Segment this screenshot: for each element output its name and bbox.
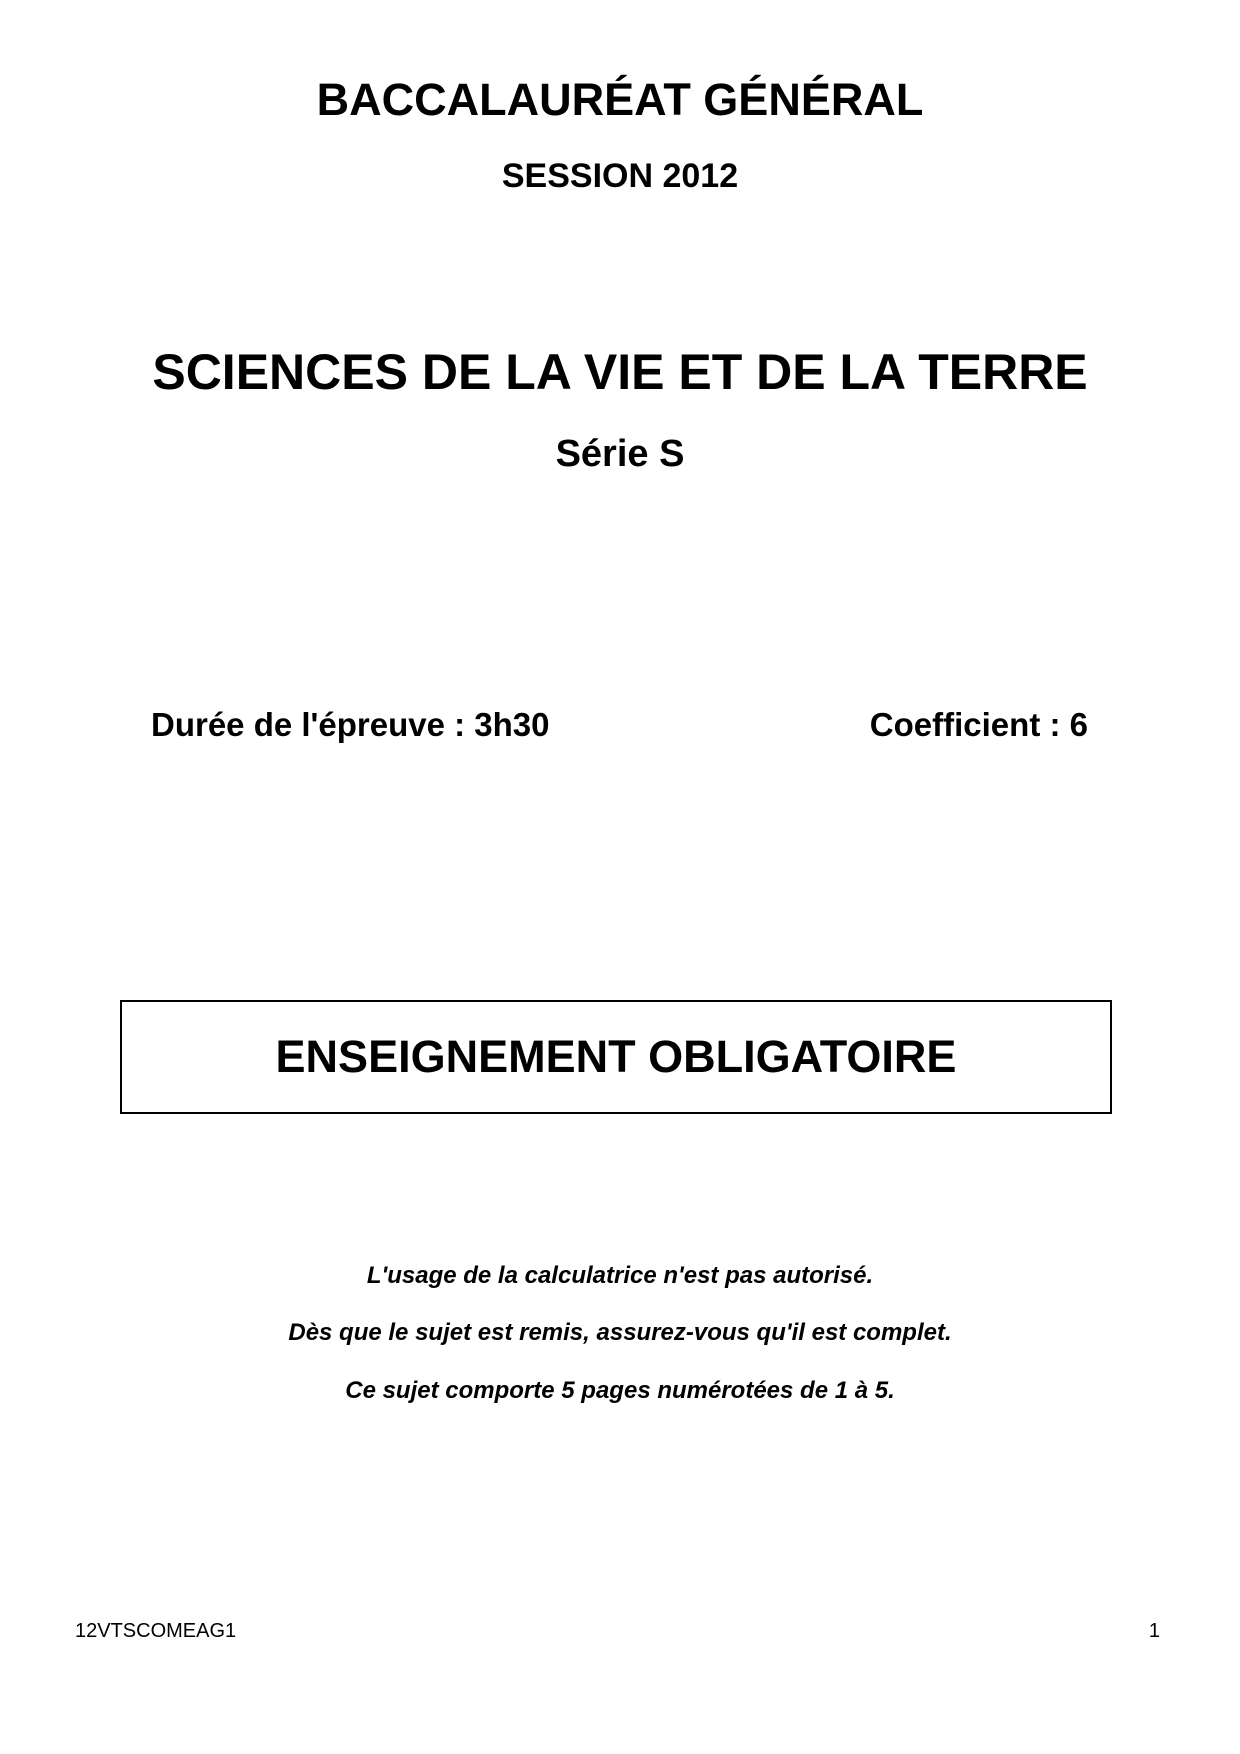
subject-title: SCIENCES DE LA VIE ET DE LA TERRE bbox=[152, 344, 1088, 400]
instruction-calculator: L'usage de la calculatrice n'est pas autorisé. bbox=[366, 1262, 874, 1289]
instruction-completeness: Dès que le sujet est remis, assurez-vous qu'il est complet. bbox=[288, 1319, 952, 1346]
session-label: SESSION 2012 bbox=[501, 157, 739, 195]
track-label: ENSEIGNEMENT OBLIGATOIRE bbox=[275, 1031, 957, 1082]
instruction-page-count: Ce sujet comporte 5 pages numérotées de 1 à 5. bbox=[345, 1377, 895, 1404]
footer-code: 12VTSCOMEAG1 bbox=[75, 1620, 237, 1642]
coefficient-label: Coefficient : 6 bbox=[869, 706, 1088, 743]
duration-label: Durée de l'épreuve : 3h30 bbox=[151, 706, 550, 743]
footer-page-number: 1 bbox=[1148, 1620, 1160, 1642]
series-label: Série S bbox=[555, 433, 685, 475]
exam-title: BACCALAURÉAT GÉNÉRAL bbox=[316, 74, 924, 125]
track-box bbox=[120, 1000, 1112, 1114]
